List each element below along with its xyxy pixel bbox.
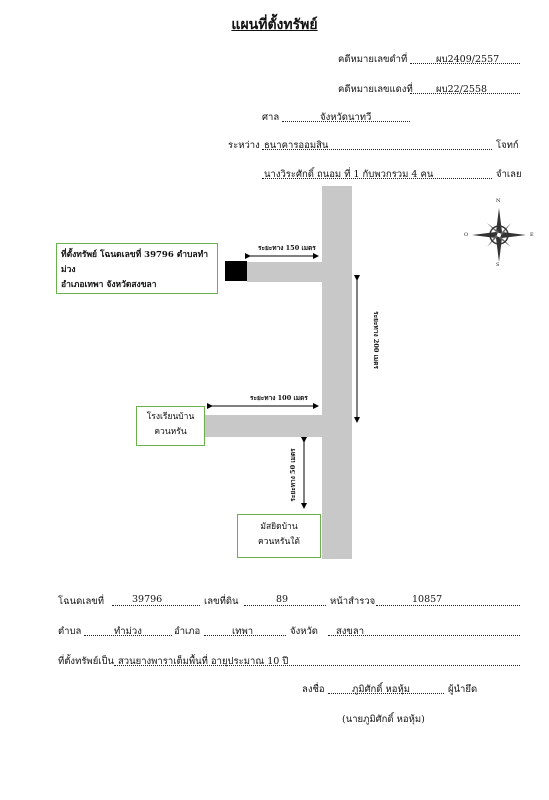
sign-role: ผู้นำยึด <box>448 684 478 695</box>
tambon-label: ตำบล <box>58 626 82 637</box>
sign-name: (นายภูมิศักดิ์ หอหุ้ม) <box>342 714 425 725</box>
court-label: ศาล <box>262 112 280 123</box>
property-box-line2: อำเภอเทพา จังหวัดสงขลา <box>61 280 157 290</box>
compass-rose-icon <box>466 202 532 268</box>
red-case-label: คดีหมายเลขแดงที่ <box>338 84 413 95</box>
property-type-value: สวนยางพาราเต็มพื้นที่ อายุประมาณ 10 ปี <box>118 656 289 667</box>
red-case-value: ผบ22/2558 <box>436 84 488 95</box>
deed-value: 39796 <box>132 594 163 605</box>
deed-line <box>112 605 200 606</box>
defendant-value: นางวิระศักดิ์ ถนอม ที่ 1 กับพวกรวม 4 คน <box>264 169 434 180</box>
property-type-label: ที่ตั้งทรัพย์เป็น <box>58 656 115 667</box>
sign-label: ลงชื่อ <box>302 684 325 695</box>
mosque-box-line1: มัสยิดบ้าน <box>260 522 298 532</box>
land-no-line <box>244 605 326 606</box>
plaintiff-value: ธนาคารออมสิน <box>264 140 329 151</box>
province-value: สงขลา <box>336 626 365 637</box>
black-case-value: ผบ2409/2557 <box>436 54 500 65</box>
mosque-box-line2: ควนหรันใต้ <box>258 537 300 547</box>
plaintiff-suffix: โจทก์ <box>496 140 519 151</box>
land-no-label: เลขที่ดิน <box>204 596 239 607</box>
compass-s: S <box>496 262 500 268</box>
dist-top-label: ระยะทาง 150 เมตร <box>258 244 316 252</box>
dist-left-down-label: ระยะทาง 50 เมตร <box>289 448 297 502</box>
between-label: ระหว่าง <box>228 140 260 151</box>
court-value: จังหวัดนาทวี <box>320 112 372 123</box>
survey-label: หน้าสำรวจ <box>330 596 376 607</box>
compass-e: E <box>530 232 534 238</box>
land-no-value: 89 <box>276 594 289 605</box>
sign-value: ภูมิศักดิ์ หอหุ้ม <box>352 684 410 695</box>
deed-label: โฉนดเลขที่ <box>58 596 105 607</box>
province-label: จังหวัด <box>290 626 318 637</box>
compass-n: N <box>496 198 501 204</box>
amphoe-value: เทพา <box>232 626 254 637</box>
compass-w: O <box>464 232 469 238</box>
dist-right-label: ระยะทาง 200 เมตร <box>372 311 380 369</box>
page-title: แผนที่ตั้งทรัพย์ <box>231 17 318 33</box>
defendant-suffix: จำเลย <box>496 169 522 180</box>
survey-value: 10857 <box>412 594 443 605</box>
tambon-value: ทำม่วง <box>114 626 142 637</box>
survey-line <box>376 605 520 606</box>
property-box-line1: ที่ตั้งทรัพย์ โฉนดเลขที่ 39796 ตำบลทำม่วง <box>61 250 208 275</box>
amphoe-label: อำเภอ <box>174 626 201 637</box>
school-box-line2: ควนหรัน <box>154 427 187 437</box>
black-case-label: คดีหมายเลขดำที่ <box>338 54 408 65</box>
dist-mid-label: ระยะทาง 100 เมตร <box>250 394 308 402</box>
school-box-line1: โรงเรียนบ้าน <box>146 412 195 422</box>
